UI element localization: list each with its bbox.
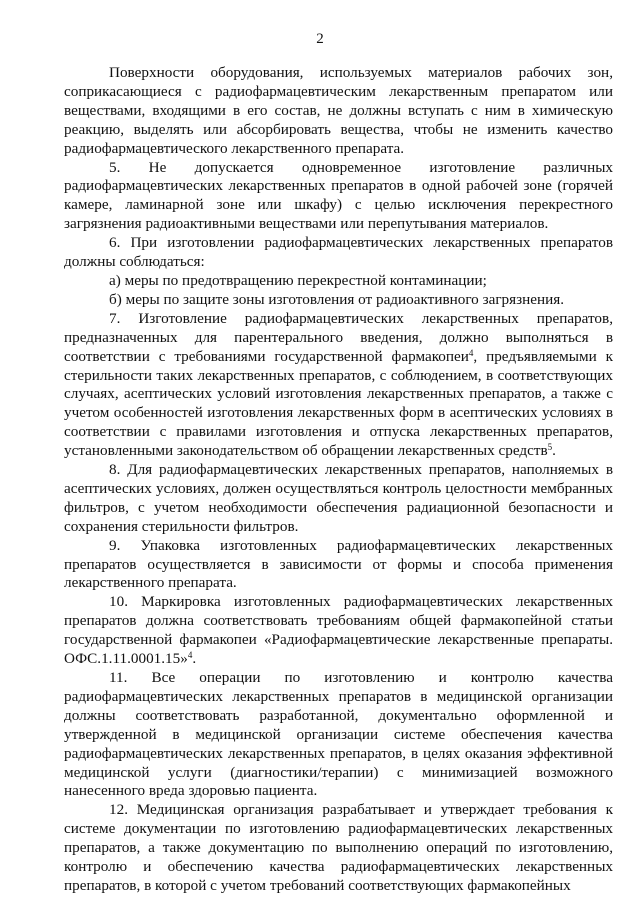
- paragraph-10: [64, 593, 613, 669]
- footnote-ref-4: 4: [468, 347, 474, 358]
- paragraph-6a: а) меры по предотвращению перекрестной контаминации;: [109, 271, 487, 289]
- paragraph-surfaces: Поверхности оборудования, используемых материалов рабочих зон, соприкасающиеся с радиофармацевтическим лекарственным препаратом или веществами, входящими в его состав, не должны вступать с ним в химическую реакцию, выделять или абсорбировать вещества, чтобы не изменить качество радиофармацевтического лекарственного препарата.: [64, 64, 613, 157]
- paragraph-7-text-1: 7. Изготовление радиофармацевтических лекарственных препаратов, предназначенных для парентерального введения, должно выполняться в соответствии с требованиями государственной фармакопеи: [64, 309, 613, 365]
- page-number: 2: [316, 31, 324, 47]
- paragraph-9: 9. Упаковка изготовленных радиофармацевтических лекарственных препаратов осуществляется в зависимости от формы и способа применения лекарственного препарата.: [64, 536, 613, 592]
- paragraph-5: 5. Не допускается одновременное изготовление различных радиофармацевтических лекарственных препаратов в одной рабочей зоне (горячей камере, ламинарной зоне или шкафу) с целью исключения перекрестного загрязнения радиоактивными веществами или перепутывания материалов.: [64, 158, 613, 233]
- document-body: [64, 64, 613, 896]
- paragraph-6: 6. При изготовлении радиофармацевтических лекарственных препаратов должны соблюдаться:: [64, 234, 613, 271]
- paragraph-6b: б) меры по защите зоны изготовления от радиоактивного загрязнения.: [109, 290, 565, 308]
- paragraph-7-text-3: .: [552, 442, 556, 460]
- paragraph-10-text-2: .: [192, 650, 197, 668]
- paragraph-10-text-1: 10. Маркировка изготовленных радиофармацевтических лекарственных препаратов должна соответствовать требованиям общей фармакопейной статьи государственной фармакопеи «Радиофармацевтические лекарственные препараты. ОФС.1.11.0001.15»: [64, 593, 613, 668]
- paragraph-7-text-2: , предъявляемыми к стерильности таких лекарственных препаратов, с соблюдением, в соответствующих случаях, асептических условий изготовления лекарственных препаратов, а также с учетом особенностей изготовления лекарственных форм в асептических условиях в соответствии с правилами изготовления и отпуска лекарственных препаратов, установленными законодательством об обращении лекарственных средств: [64, 347, 613, 460]
- paragraph-11: 11. Все операции по изготовлению и контролю качества радиофармацевтических лекарственных препаратов в медицинской организации должны соответствовать разработанной, документально оформленной и утвержденной в медицинской организации системе обеспечения качества радиофармацевтических лекарственных препаратов, в целях оказания эффективной медицинской услуги (диагностики/терапии) с минимизацией возможного нанесенного вреда здоровью пациента.: [64, 669, 613, 800]
- footnote-ref-5: 5: [547, 442, 553, 453]
- paragraph-7: [64, 310, 613, 461]
- paragraph-12: 12. Медицинская организация разрабатывает и утверждает требования к системе документации по изготовлению радиофармацевтических лекарственных препаратов, а также документацию по выполнению операций по изготовлению, контролю и обеспечению качества радиофармацевтических лекарственных препаратов, в которой с учетом требований соответствующих фармакопейных: [64, 801, 613, 894]
- paragraph-8: 8. Для радиофармацевтических лекарственных препаратов, наполняемых в асептических условиях, должен осуществляться контроль целостности мембранных фильтров, с учетом необходимости обеспечения радиационной безопасности и сохранения стерильности фильтров.: [64, 461, 613, 535]
- footnote-ref-4b: 4: [187, 650, 193, 661]
